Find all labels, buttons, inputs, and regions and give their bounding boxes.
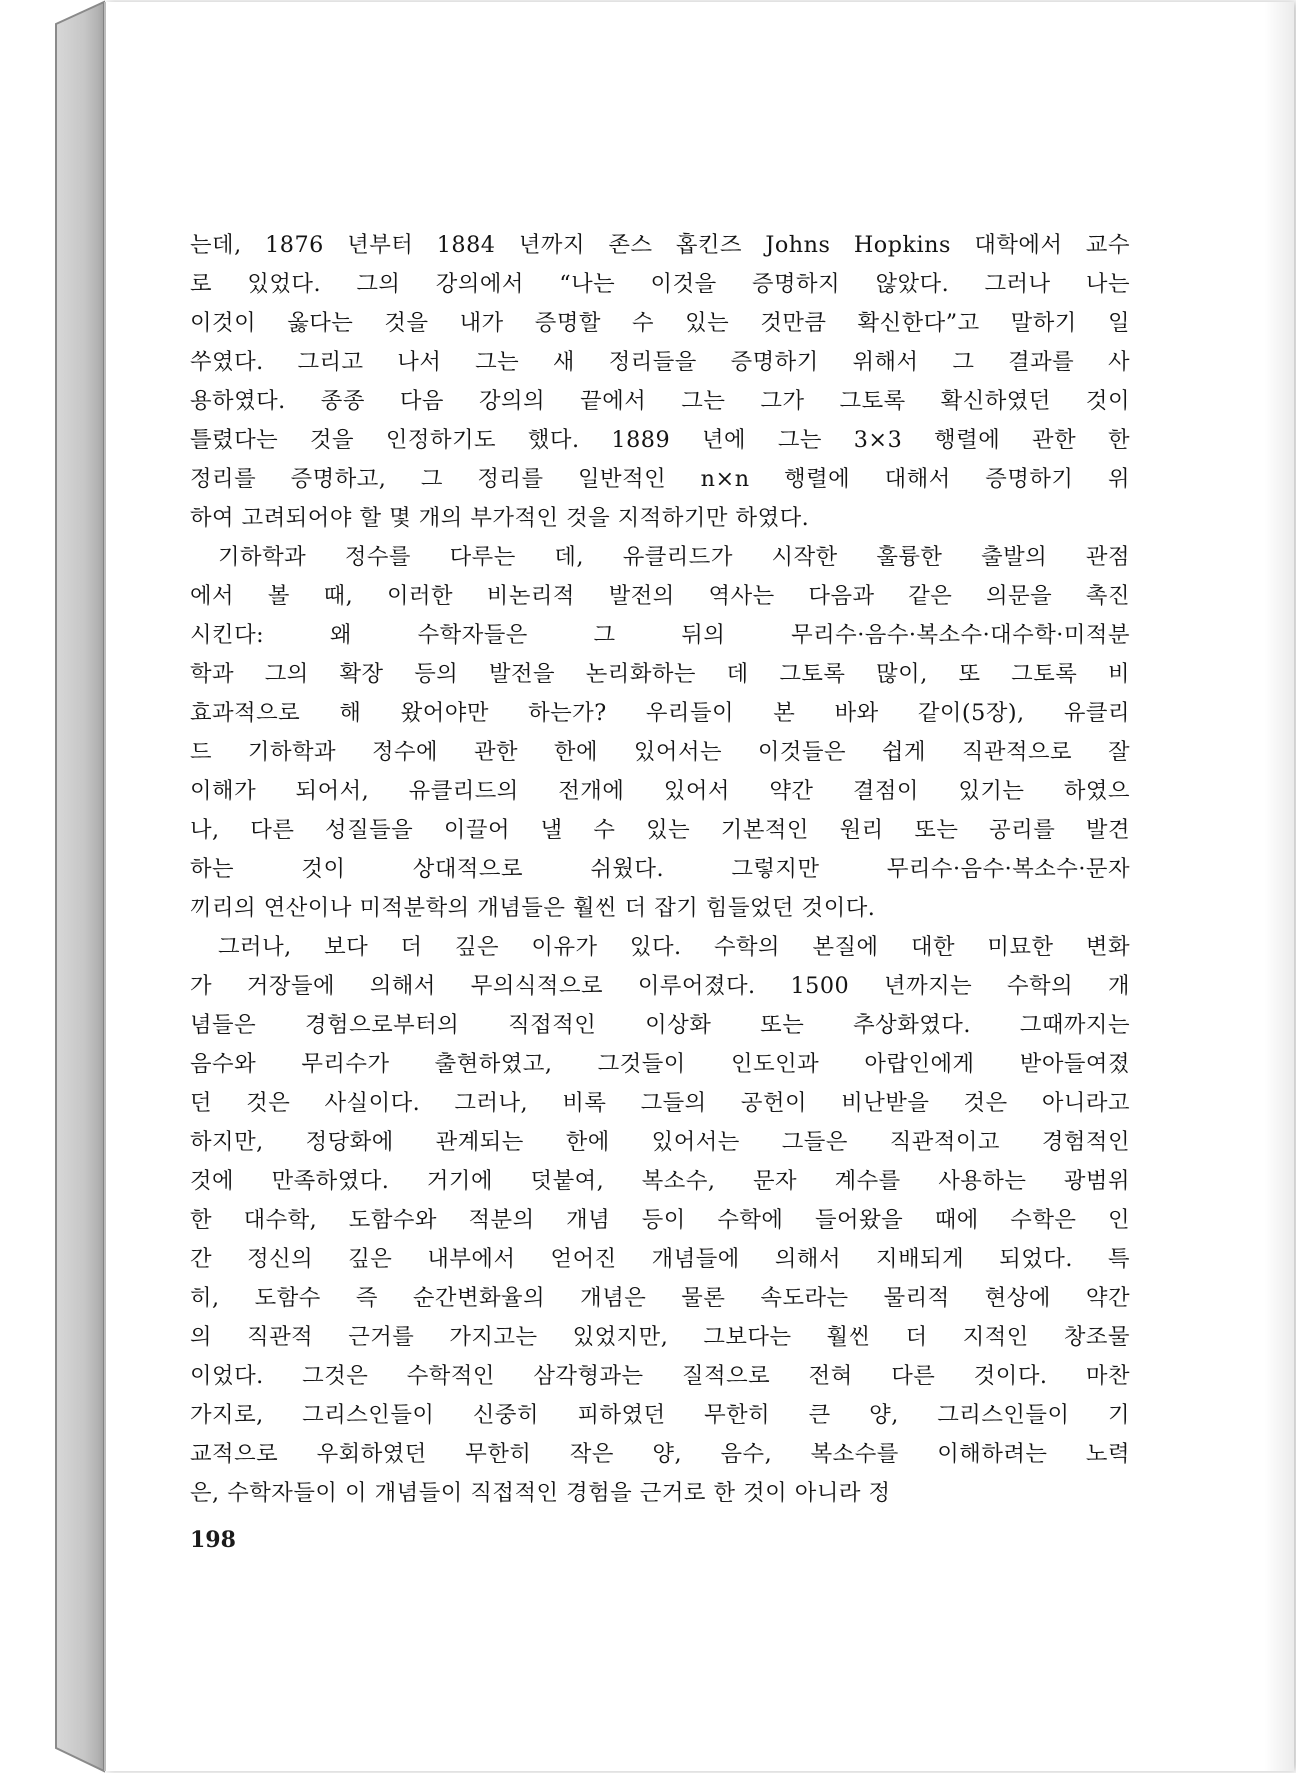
text-line: 하는 것이 상대적으로 쉬웠다. 그렇지만 무리수·음수·복소수·문자 [190,856,1130,882]
text-line: 시킨다: 왜 수학자들은 그 뒤의 무리수·음수·복소수·대수학·미적분 [190,622,1130,648]
text-line: 음수와 무리수가 출현하였고, 그것들이 인도인과 아랍인에게 받아들여졌 [190,1051,1130,1077]
text-line: 가 거장들에 의해서 무의식적으로 이루어졌다. 1500 년까지는 수학의 개 [190,973,1130,999]
paragraph [190,538,1130,928]
text-line: 드 기하학과 정수에 관한 한에 있어서는 이것들은 쉽게 직관적으로 잘 [190,739,1130,765]
text-line: 에서 볼 때, 이러한 비논리적 발전의 역사는 다음과 같은 의문을 촉진 [190,583,1130,609]
text-line: 은, 수학자들이 이 개념들이 직접적인 경험을 근거로 한 것이 아니라 정 [190,1480,891,1506]
text-line: 효과적으로 해 왔어야만 하는가? 우리들이 본 바와 같이(5장), 유클리 [190,700,1130,726]
text-line: 틀렸다는 것을 인정하기도 했다. 1889 년에 그는 3×3 행렬에 관한 한 [190,427,1130,453]
text-line: 학과 그의 확장 등의 발전을 논리화하는 데 그토록 많이, 또 그토록 비 [190,661,1130,687]
text-line: 히, 도함수 즉 순간변화율의 개념은 물론 속도라는 물리적 현상에 약간 [190,1285,1130,1311]
page-number: 198 [190,1527,236,1553]
text-line: 정리를 증명하고, 그 정리를 일반적인 n×n 행렬에 대해서 증명하기 위 [190,466,1130,492]
book-spine [0,0,110,1773]
text-line: 이해가 되어서, 유클리드의 전개에 있어서 약간 결점이 있기는 하였으 [190,778,1130,804]
text-line: 이었다. 그것은 수학적인 삼각형과는 질적으로 전혀 다른 것이다. 마찬 [190,1363,1130,1389]
text-line: 의 직관적 근거를 가지고는 있었지만, 그보다는 훨씬 더 지적인 창조물 [190,1324,1130,1350]
text-line: 하여 고려되어야 할 몇 개의 부가적인 것을 지적하기만 하였다. [190,505,810,531]
text-line: 념들은 경험으로부터의 직접적인 이상화 또는 추상화였다. 그때까지는 [190,1012,1130,1038]
paragraph [190,928,1130,1513]
text-line: 는데, 1876 년부터 1884 년까지 존스 홉킨즈 Johns Hopkins 대학에서 교수 [190,232,1130,258]
text-line: 용하였다. 종종 다음 강의의 끝에서 그는 그가 그토록 확신하였던 것이 [190,388,1130,414]
text-line: 쑤였다. 그리고 나서 그는 새 정리들을 증명하기 위해서 그 결과를 사 [190,349,1130,375]
text-line: 하지만, 정당화에 관계되는 한에 있어서는 그들은 직관적이고 경험적인 [190,1129,1130,1155]
text-line: 그러나, 보다 더 깊은 이유가 있다. 수학의 본질에 대한 미묘한 변화 [218,934,1130,960]
text-line: 끼리의 연산이나 미적분학의 개념들은 훨씬 더 잡기 힘들었던 것이다. [190,895,876,921]
text-line: 이것이 옳다는 것을 내가 증명할 수 있는 것만큼 확신한다”고 말하기 일 [190,310,1130,336]
text-line: 가지로, 그리스인들이 신중히 피하였던 무한히 큰 양, 그리스인들이 기 [190,1402,1130,1428]
text-line: 것에 만족하였다. 거기에 덧붙여, 복소수, 문자 계수를 사용하는 광범위 [190,1168,1130,1194]
text-line: 간 정신의 깊은 내부에서 얻어진 개념들에 의해서 지배되게 되었다. 특 [190,1246,1130,1272]
text-line: 한 대수학, 도함수와 적분의 개념 등이 수학에 들어왔을 때에 수학은 인 [190,1207,1130,1233]
paragraph [190,226,1130,538]
text-line: 교적으로 우회하였던 무한히 작은 양, 음수, 복소수를 이해하려는 노력 [190,1441,1130,1467]
text-line: 기하학과 정수를 다루는 데, 유클리드가 시작한 훌륭한 출발의 관점 [218,544,1130,570]
text-line: 로 있었다. 그의 강의에서 “나는 이것을 증명하지 않았다. 그러나 나는 [190,271,1130,297]
text-line: 나, 다른 성질들을 이끌어 낼 수 있는 기본적인 원리 또는 공리를 발견 [190,817,1130,843]
body-text [190,226,1130,1513]
page-shadow [1264,2,1294,1771]
text-line: 던 것은 사실이다. 그러나, 비록 그들의 공헌이 비난받을 것은 아니라고 [190,1090,1130,1116]
